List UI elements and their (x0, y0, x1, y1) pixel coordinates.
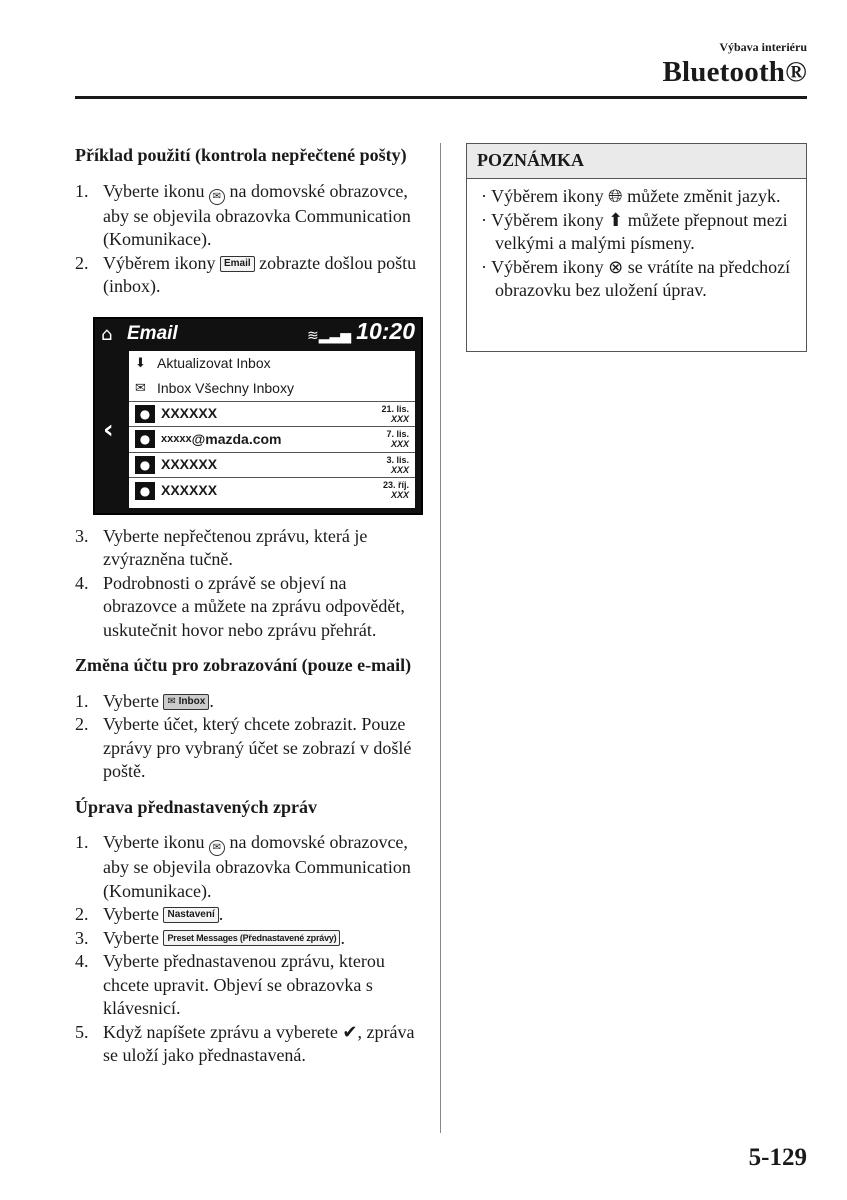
step-text: Když napíšete zprávu a vyberete (103, 1021, 338, 1042)
step-number: 4. (75, 572, 89, 593)
header-rule (75, 96, 807, 99)
step-number: 3. (75, 927, 89, 948)
left-column (75, 144, 420, 1068)
steps-list (75, 831, 420, 1068)
step-text: Vyberte (103, 690, 159, 711)
column-divider (440, 143, 441, 1133)
step-text: Vyberte (103, 927, 159, 948)
screen-title: Email (127, 322, 178, 344)
update-inbox-row[interactable] (129, 351, 415, 377)
envelope-icon: ✉ (135, 380, 146, 396)
list-item: · Výběrem ikony ⬆ můžete přepnout mezi velkými a malými písmeny. (481, 209, 788, 253)
list-item (75, 525, 420, 572)
step-number: 1. (75, 832, 89, 852)
note-text: můžete přepnout mezi velkými a malými písmeny. (495, 209, 788, 253)
row-label: Inbox Všechny Inboxy (157, 379, 294, 396)
list-item (75, 831, 420, 903)
step-text: Vyberte ikonu (103, 832, 205, 852)
person-icon: ● (135, 405, 155, 423)
step-number: 1. (75, 690, 89, 711)
step-text: Vyberte (103, 904, 159, 924)
message-sender: XXXXXX (161, 482, 218, 498)
communication-icon: ✉ (209, 840, 225, 856)
message-date: 21. lis. XXX (381, 403, 409, 424)
message-row[interactable] (129, 402, 415, 428)
home-icon[interactable]: ⌂ (101, 323, 113, 345)
message-sender: xxxxx (161, 432, 192, 445)
list-item (75, 950, 420, 1021)
step-text: na domovské obrazovce, aby se objevila obrazovka Communication (Komunikace). (103, 832, 411, 901)
email-screen-image (93, 317, 423, 515)
message-date: 3. lis. XXX (386, 454, 409, 475)
list-item (75, 252, 420, 299)
step-number: 3. (75, 525, 89, 546)
shift-arrow-icon: ⬆ (608, 209, 624, 231)
person-icon: ● (135, 456, 155, 474)
message-date: 7. lis. XXX (386, 429, 409, 449)
note-text: Výběrem ikony (491, 186, 604, 206)
note-text: Výběrem ikony (491, 256, 604, 277)
steps-list (75, 690, 420, 784)
step-text: . (218, 904, 224, 924)
settings-button[interactable]: Nastavení (163, 907, 218, 923)
step-number: 2. (75, 904, 89, 924)
cancel-icon: ⊗ (608, 256, 624, 278)
person-icon: ● (135, 430, 155, 448)
message-row[interactable] (129, 427, 415, 453)
message-date: 23. říj. XXX (382, 480, 409, 500)
step-text: Výběrem ikony (103, 252, 216, 273)
checkmark-icon: ✔ (342, 1021, 358, 1043)
step-text: . (340, 927, 345, 948)
list-item (75, 690, 420, 714)
list-item: · Výběrem ikony 🌐︎ můžete změnit jazyk. (481, 186, 781, 207)
list-item (75, 903, 420, 927)
section-heading: Změna účtu pro zobrazování (pouze e-mail) (75, 655, 412, 675)
step-number: 2. (75, 714, 89, 734)
step-text: Vyberte ikonu (103, 180, 205, 201)
inbox-list (129, 351, 415, 508)
email-button[interactable]: Email (220, 256, 255, 272)
step-number: 4. (75, 951, 89, 971)
header-section-label: Výbava interiéru (719, 40, 807, 54)
steps-list (75, 525, 420, 643)
message-sender: @mazda.com (191, 430, 282, 447)
person-icon: ● (135, 482, 155, 500)
step-text: , zpráva se uloží jako přednastavená. (103, 1021, 415, 1065)
list-item (75, 927, 420, 951)
note-text: můžete změnit jazyk. (627, 186, 781, 206)
list-item (75, 180, 420, 252)
steps-list (75, 180, 420, 299)
globe-icon: 🌐︎ (608, 186, 623, 207)
preset-messages-button[interactable]: Preset Messages (Přednastavené zprávy) (163, 930, 340, 946)
step-text: Vyberte účet, který chcete zobrazit. Pouze zprávy pro vybraný účet se zobrazí v došlé poště. (103, 714, 412, 781)
screen-time: 10:20 (356, 317, 415, 344)
section-heading: Úprava přednastavených zpráv (75, 796, 317, 817)
communication-icon: ✉ (209, 189, 225, 205)
download-icon: ⬇ (135, 355, 146, 371)
note-box (466, 143, 807, 352)
step-text: Podrobnosti o zprávě se objeví na obrazovce a můžete na zprávu odpovědět, uskutečnit hovor nebo zprávu přehrát. (103, 572, 405, 640)
step-number: 1. (75, 180, 89, 201)
list-item (75, 713, 420, 784)
list-item: · Výběrem ikony ⊗ se vrátíte na předchozí obrazovku bez uložení úprav. (481, 256, 791, 300)
message-row[interactable] (129, 453, 415, 479)
note-text: Výběrem ikony (491, 209, 604, 230)
step-text: Vyberte přednastavenou zprávu, kterou chcete upravit. Objeví se obrazovka s klávesnicí. (103, 951, 385, 1018)
row-label: Aktualizovat Inbox (157, 354, 271, 371)
page-title: Bluetooth® (662, 56, 807, 88)
note-list (467, 179, 806, 303)
step-text: Vyberte nepřečtenou zprávu, která je zvýrazněna tučně. (103, 525, 368, 569)
message-sender: XXXXXX (161, 456, 218, 472)
signal-icon: ≋▂▃▅ (306, 327, 351, 344)
step-text: zobrazte došlou poštu (inbox). (103, 252, 417, 296)
step-number: 2. (75, 252, 89, 273)
step-number: 5. (75, 1021, 89, 1042)
all-inboxes-row[interactable] (129, 376, 415, 402)
step-text: . (209, 690, 214, 711)
screen-status-bar (95, 319, 421, 347)
list-item (75, 1021, 420, 1068)
back-arrow-icon[interactable]: ‹ (103, 414, 114, 445)
inbox-button[interactable]: ✉ Inbox (163, 694, 209, 710)
message-sender: XXXXXX (161, 405, 218, 421)
envelope-icon: ✉ (167, 695, 176, 707)
note-text: se vrátíte na předchozí obrazovku bez uložení úprav. (495, 256, 791, 300)
message-row[interactable] (129, 478, 415, 504)
note-title: POZNÁMKA (467, 144, 806, 179)
section-heading: Příklad použití (kontrola nepřečtené pošty) (75, 145, 407, 165)
page-number: 5-129 (748, 1144, 807, 1171)
list-item (75, 572, 420, 643)
step-text: na domovské obrazovce, aby se objevila obrazovka Communication (Komunikace). (103, 180, 411, 249)
